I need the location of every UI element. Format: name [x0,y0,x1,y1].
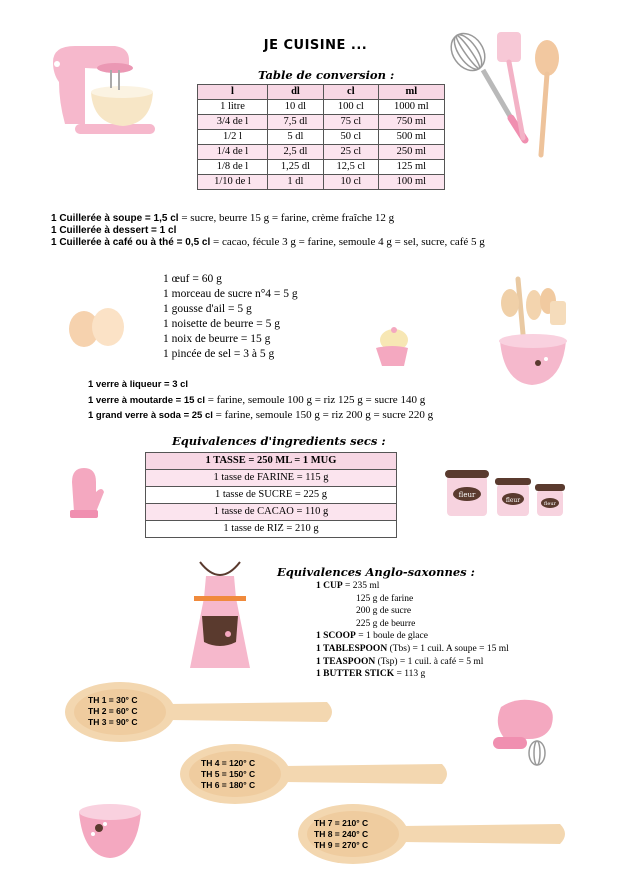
table-cell: 100 ml [378,175,444,190]
table-row [146,470,397,487]
table-cell: 1 tasse de RIZ = 210 g [146,521,397,538]
table-cell: 12,5 cl [323,160,378,175]
list-item: 1 gousse d'ail = 5 g [163,303,252,315]
list-item: 1 SCOOP = 1 boule de glace [316,631,428,642]
spoon-measures [51,212,485,248]
table-cell: 25 cl [323,145,378,160]
oven-temp: TH 6 = 180° C [201,780,256,790]
table-row [146,487,397,504]
oven-temps-1 [88,695,137,728]
stand-mixer-icon [45,42,160,137]
oven-temp: TH 9 = 270° C [314,840,369,850]
dry-equivalences-table [145,452,397,538]
spoon-measure-line: 1 Cuillerée à soupe = 1,5 cl = sucre, beurre 15 g = farine, crème fraîche 12 g [51,212,395,224]
list-item: 1 noix de beurre = 15 g [163,333,271,345]
table-row [198,100,445,115]
list-item: 1 morceau de sucre n°4 = 5 g [163,288,298,300]
table-header-row [146,453,397,470]
column-header: cl [323,85,378,100]
table-row [146,504,397,521]
table-cell: 1 tasse de SUCRE = 225 g [146,487,397,504]
table-cell: 10 dl [267,100,323,115]
conversion-table [197,84,445,190]
canister-label: fleur [544,501,556,507]
hand-mixer-icon [485,695,560,770]
anglo-title: Equivalences Anglo-saxonnes : [277,565,475,579]
table-row [146,521,397,538]
glass-measure-line: 1 grand verre à soda = 25 cl = farine, semoule 150 g = riz 200 g = sucre 220 g [88,409,434,421]
table-row [198,175,445,190]
table-cell: 75 cl [323,115,378,130]
table-row [198,115,445,130]
table-cell: 10 cl [323,175,378,190]
oven-temp: TH 8 = 240° C [314,829,369,839]
canister-label: fleur [505,497,521,504]
column-header: dl [267,85,323,100]
table-cell: 100 cl [323,100,378,115]
anglo-list [316,580,509,681]
table-cell: 250 ml [378,145,444,160]
table-cell: 2,5 dl [267,145,323,160]
page-title: JE CUISINE ... [263,38,368,53]
table-cell: 1/2 l [198,130,268,145]
glass-measure-line: 1 verre à liqueur = 3 cl [88,379,189,390]
spoon-measure-line: 1 Cuillerée à café ou à thé = 0,5 cl = cacao, fécule 3 g = farine, semoule 4 g = sel, sucre, café 5 g [51,236,485,248]
whisk-spatula-spoon-icon [443,30,568,160]
list-item: 200 g de sucre [356,606,412,617]
list-item: 1 TEASPOON (Tsp) = 1 cuil. à café = 5 ml [316,656,484,667]
table-cell: 3/4 de l [198,115,268,130]
table-cell: 1 dl [267,175,323,190]
table-cell: 125 ml [378,160,444,175]
utensil-bowl-icon [490,275,575,390]
list-item: 1 pincée de sel = 3 à 5 g [163,348,275,360]
list-item: 225 g de beurre [356,618,416,629]
table-cell: 1/4 de l [198,145,268,160]
oven-temp: TH 2 = 60° C [88,706,138,716]
oven-temp: TH 7 = 210° C [314,818,369,828]
table-cell: 5 dl [267,130,323,145]
table-cell: 1/10 de l [198,175,268,190]
glass-measures [88,377,433,424]
oven-temps-2 [201,758,255,791]
table-cell: 50 cl [323,130,378,145]
table-cell: 1 tasse de CACAO = 110 g [146,504,397,521]
glass-measure-line: 1 verre à moutarde = 15 cl = farine, semoule 100 g = riz 125 g = sucre 140 g [88,393,426,406]
oven-temps-3 [314,818,368,851]
table-cell: 1 TASSE = 250 ML = 1 MUG [146,453,397,470]
canister-label: fleur [458,491,476,499]
oven-temp: TH 1 = 30° C [88,695,138,705]
list-item: 1 noisette de beurre = 5 g [163,318,280,330]
cupcake-icon [372,326,412,368]
list-item: 125 g de farine [356,593,414,604]
table-row [198,130,445,145]
table-cell: 1 litre [198,100,268,115]
oven-temp: TH 5 = 150° C [201,769,256,779]
spoon-measure-line: 1 Cuillerée à dessert = 1 cl [51,225,177,236]
canisters-icon [443,462,568,520]
table-cell: 1,25 dl [267,160,323,175]
table-cell: 750 ml [378,115,444,130]
list-item: 1 BUTTER STICK = 113 g [316,669,426,680]
oven-temp: TH 4 = 120° C [201,758,256,768]
list-item: 1 œuf = 60 g [163,273,222,285]
table-cell: 1/8 de l [198,160,268,175]
table-row [198,160,445,175]
eggs-icon [66,304,128,349]
list-item: 1 CUP = 235 ml [316,581,380,591]
table-header-row [198,85,445,100]
weights-list [163,272,298,362]
table-row [198,145,445,160]
table-cell: 7,5 dl [267,115,323,130]
small-bowl-icon [75,798,145,860]
conversion-title: Table de conversion : [258,68,395,82]
column-header: ml [378,85,444,100]
dry-equivalences-title: Equivalences d'ingredients secs : [172,434,386,448]
table-cell: 1 tasse de FARINE = 115 g [146,470,397,487]
table-cell: 1000 ml [378,100,444,115]
oven-mitt-icon [60,462,105,522]
table-cell: 500 ml [378,130,444,145]
apron-icon [180,558,260,673]
oven-temp: TH 3 = 90° C [88,717,138,727]
list-item: 1 TABLESPOON (Tbs) = 1 cuil. A soupe = 15 ml [316,643,509,654]
column-header: l [198,85,268,100]
